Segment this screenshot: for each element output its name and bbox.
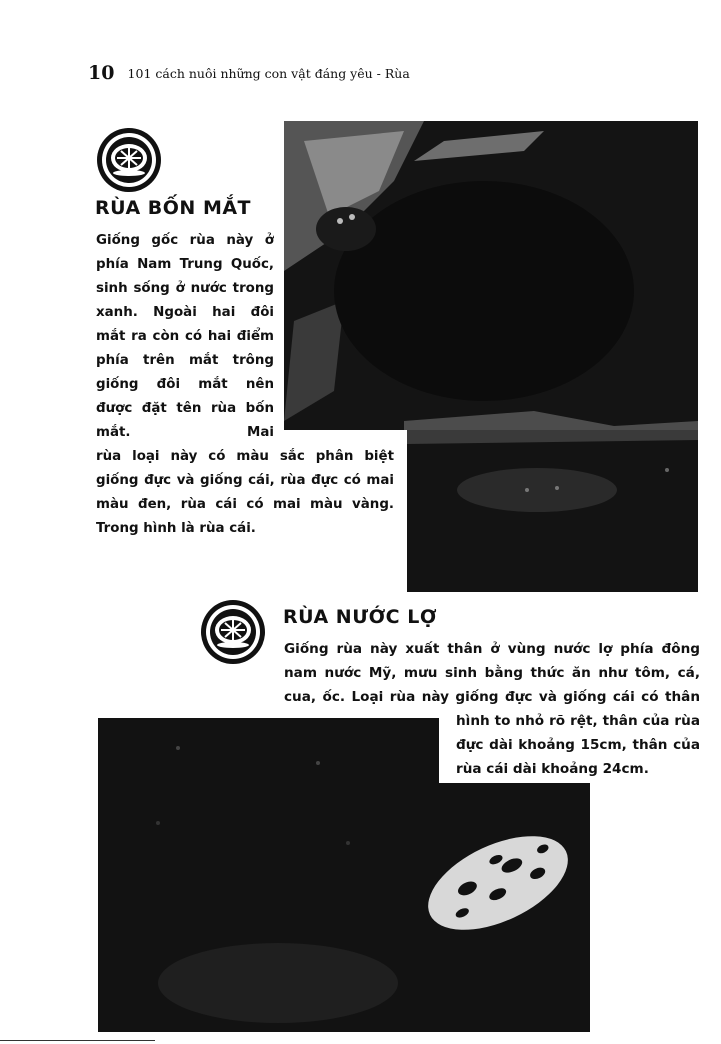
section-2-text-wide: Giống rùa này xuất thân ở vùng nước lợ phía đông nam nước Mỹ, mưu sinh bằng thức ăn như tôm, cá, cua, ốc. Loại rùa này giống đực và giống cái có thân — [284, 641, 700, 705]
section-1-text-wide: rùa loại này có màu sắc phân biệt giống đực và giống cái, rùa đực có mai màu đen, rùa cái có mai màu vàng. Trong hình là rùa cái. — [96, 449, 394, 536]
footer-rule — [0, 1040, 155, 1041]
brackish-water-turtle-photo-top — [98, 718, 439, 783]
four-eyed-turtle-photo-lower — [407, 430, 698, 592]
page-number: 10 — [88, 62, 115, 84]
running-title: 101 cách nuôi những con vật đáng yêu - Rùa — [127, 65, 410, 81]
turtle-emblem-icon — [201, 600, 265, 664]
section-1-text-narrow: Giống gốc rùa này ở phía Nam Trung Quốc, sinh sống ở nước trong xanh. Ngoài hai đôi mắt ra còn có hai điểm phía trên mắt trông giống đôi mắt nên được đặt tên rùa bốn mắt. Mai — [96, 233, 274, 440]
brackish-water-turtle-photo — [98, 783, 590, 1032]
section-1-title: RÙA BỐN MẮT — [95, 197, 252, 219]
section-2-text-narrow: hình to nhỏ rõ rệt, thân của rùa đực dài khoảng 15cm, thân của rùa cái dài khoảng 24cm. — [456, 713, 700, 777]
page-header — [88, 62, 688, 86]
section-2-title: RÙA NƯỚC LỢ — [283, 606, 437, 628]
turtle-emblem-icon — [97, 128, 161, 192]
four-eyed-turtle-photo — [284, 121, 698, 430]
